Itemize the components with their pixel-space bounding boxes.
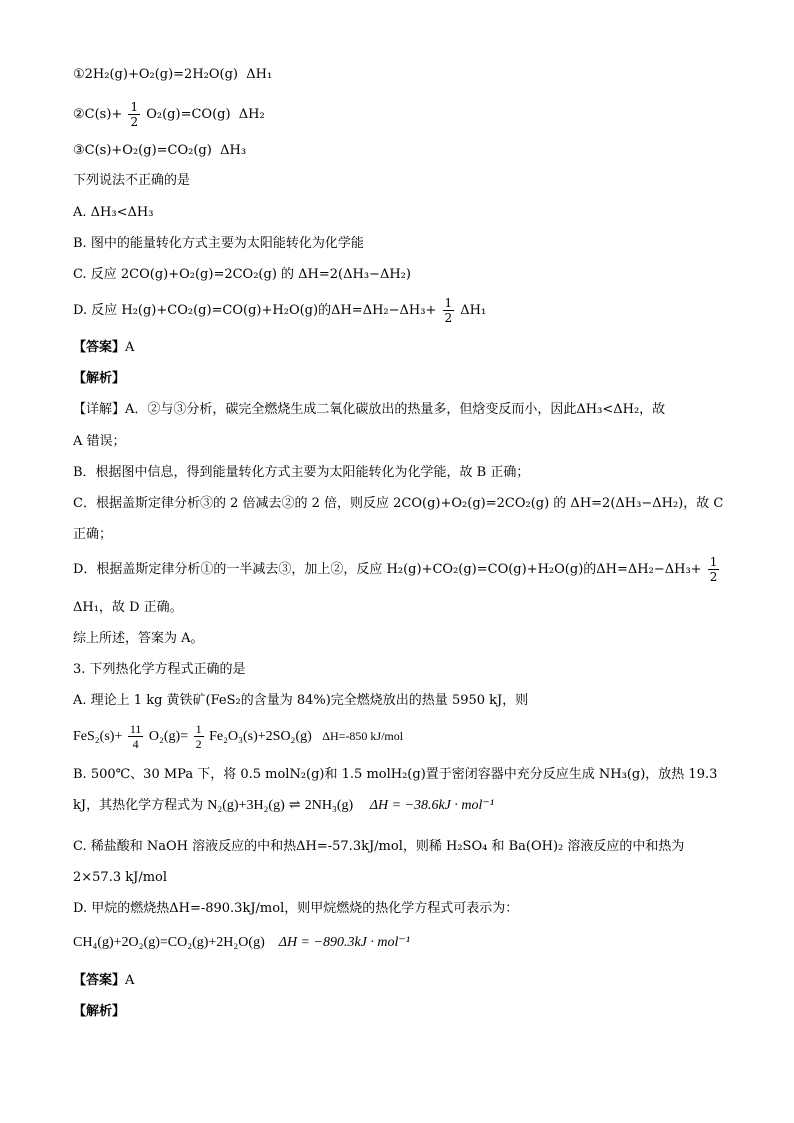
q3-option-d: D. 甲烷的燃烧热ΔH=-890.3kJ/mol，则甲烷燃烧的热化学方程式可表示为： <box>73 901 519 916</box>
option-d-dh: ΔH₁ <box>460 303 487 318</box>
option-a: A. ΔH₃<ΔH₃ <box>73 205 154 220</box>
eq1-dh: ΔH₁ <box>246 67 273 82</box>
answer-label: 【答案】 <box>73 340 126 355</box>
q3-option-c: C. 稀盐酸和 NaOH 溶液反应的中和热ΔH=-57.3kJ/mol，则稀 H₂SO₄ 和 Ba(OH)₂ 溶液反应的中和热为 <box>73 839 685 854</box>
detail-line-4: C．根据盖斯定律分析③的 2 倍减去②的 2 倍，则反应 2CO(g)+O₂(g)=2CO₂(g) 的 ΔH=2(ΔH₃−ΔH₂)，故 C <box>73 496 724 511</box>
analysis-heading-2: 【解析】 <box>73 1004 126 1019</box>
q3-option-a-equation <box>73 719 403 754</box>
option-d-text: D. 反应 H₂(g)+CO₂(g)=CO(g)+H₂O(g)的ΔH=ΔH₂−ΔH₃+ <box>73 303 437 318</box>
detail-line-6 <box>73 553 721 587</box>
q3-b-eq2: 2NH₃(g) <box>304 798 354 813</box>
detail-line-1: 【详解】A．②与③分析，碳完全燃烧生成二氧化碳放出的热量多，但焓变反而小，因此ΔH₃<ΔH₂，故 <box>73 402 666 417</box>
q3-b-text2: kJ，其热化学方程式为 <box>73 798 204 813</box>
question-prompt: 下列说法不正确的是 <box>73 173 191 188</box>
equation-1 <box>73 66 272 84</box>
q3-d-eq: CH₄(g)+2O₂(g)=CO₂(g)+2H₂O(g) <box>73 935 265 950</box>
option-d-fraction: $\frac{1}{2}$ <box>444 296 453 325</box>
eq1-text: 2H₂(g)+O₂(g)=2H₂O(g) <box>84 67 239 82</box>
summary-line: 综上所述，答案为 A。 <box>73 631 204 646</box>
equation-2 <box>73 98 265 132</box>
detail-line-2: A 错误； <box>73 434 126 449</box>
eq3-dh: ΔH₃ <box>220 143 247 158</box>
equation-3 <box>73 142 246 160</box>
q3-option-c-line-2: 2×57.3 kJ/mol <box>73 870 168 885</box>
q3-b-eq: N₂(g)+3H₂(g) <box>207 798 285 813</box>
option-c: C. 反应 2CO(g)+O₂(g)=2CO₂(g) 的 ΔH=2(ΔH₃−ΔH₂) <box>73 267 411 282</box>
answer-value: A <box>125 340 135 355</box>
eq3-text: C(s)+O₂(g)=CO₂(g) <box>84 143 212 158</box>
equilibrium-arrow-icon: ⇌ <box>288 798 301 813</box>
eq2-marker: ② <box>73 107 85 122</box>
option-d <box>73 294 486 328</box>
question-3-stem: 3. 下列热化学方程式正确的是 <box>73 662 246 677</box>
q3-d-dh: ΔH = −890.3kJ · mol⁻¹ <box>278 935 410 950</box>
detail-line-5: 正确； <box>73 527 113 542</box>
q3-option-b: B. 500℃、30 MPa 下，将 0.5 molN₂(g)和 1.5 molH₂(g)置于密闭容器中充分反应生成 NH₃(g)，放热 19.3 <box>73 767 718 782</box>
q3-b-dh: ΔH = −38.6kJ · mol⁻¹ <box>369 798 494 813</box>
detail-line-6-fraction: $\frac{1}{2}$ <box>709 555 718 584</box>
q3-a-eq-mid: O₂(g)= <box>148 729 189 744</box>
answer-2 <box>73 972 134 990</box>
q3-a-eq-post: Fe₂O₃(s)+2SO₂(g) <box>209 729 312 744</box>
eq2-pre: C(s)+ <box>84 107 123 122</box>
analysis-heading-1: 【解析】 <box>73 371 126 386</box>
answer-2-value: A <box>125 973 135 988</box>
eq2-dh: ΔH₂ <box>238 107 265 122</box>
detail-line-3: B．根据图中信息，得到能量转化方式主要为太阳能转化为化学能，故 B 正确； <box>73 465 530 480</box>
eq2-fraction: $\frac{1}{2}$ <box>130 100 139 129</box>
eq2-post: O₂(g)=CO(g) <box>146 107 231 122</box>
answer-1 <box>73 339 134 357</box>
q3-a-eq-dh: ΔH=-850 kJ/mol <box>322 729 404 743</box>
detail-line-6-text: D．根据盖斯定律分析①的一半减去③，加上②，反应 H₂(g)+CO₂(g)=CO(g)+H₂O(g)的ΔH=ΔH₂−ΔH₃+ <box>73 562 702 577</box>
q3-option-a: A. 理论上 1 kg 黄铁矿(FeS₂的含量为 84%)完全燃烧放出的热量 5950 kJ，则 <box>73 693 529 708</box>
eq3-marker: ③ <box>73 143 85 158</box>
q3-a-eq-pre: FeS₂(s)+ <box>73 729 123 744</box>
eq1-marker: ① <box>73 67 85 82</box>
q3-option-d-equation <box>73 934 410 952</box>
q3-option-b-line-2 <box>73 797 494 815</box>
option-b: B. 图中的能量转化方式主要为太阳能转化为化学能 <box>73 236 364 251</box>
q3-a-fraction-1: $\frac{11}{4}$ <box>129 722 142 752</box>
detail-line-7: ΔH₁，故 D 正确。 <box>73 600 183 615</box>
answer-2-label: 【答案】 <box>73 973 126 988</box>
q3-a-fraction-2: $\frac{1}{2}$ <box>195 722 202 752</box>
